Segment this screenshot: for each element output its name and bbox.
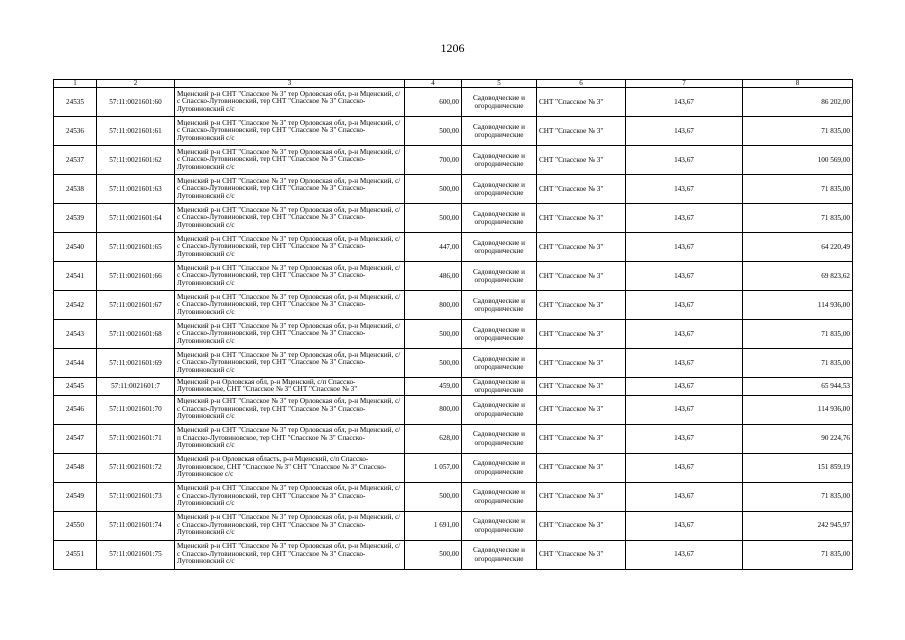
cadastral-number-cell: 57:11:0021601:68 (97, 320, 175, 349)
address-cell: Мценский р-н СНТ "Спасское № 3" тер Орловская обл, р-н Мценский, с/с Спасско-Лутовиновский, тер СНТ "Спасское № 3" Спасско-Лутовиновский с/с (175, 233, 405, 262)
area-cell: 1 057,00 (405, 453, 462, 482)
area-cell: 800,00 (405, 291, 462, 320)
rate-cell: 143,67 (626, 453, 743, 482)
rate-cell: 143,67 (626, 204, 743, 233)
rate-cell: 143,67 (626, 511, 743, 540)
table-row (54, 511, 853, 540)
cadastral-number-cell: 57:11:0021601:70 (97, 395, 175, 424)
address-cell: Мценский р-н Орловская обл, р-н Мценский, с/п Спасско-Лутовиновское, СНТ "Спасское № 3" СНТ "Спасское № 3" (175, 378, 405, 396)
address-cell: Мценский р-н СНТ "Спасское № 3" тер Орловская обл, р-н Мценский, с/с Спасско-Лутовиновский, тер СНТ "Спасское № 3" Спасско-Лутовиновский с/с (175, 88, 405, 117)
snt-name-cell: СНТ "Спасское № 3" (537, 540, 626, 569)
land-registry-table (53, 79, 853, 570)
rate-cell: 143,67 (626, 378, 743, 396)
land-use-cell: Садоводческие и огороднические (462, 378, 537, 396)
snt-name-cell: СНТ "Спасское № 3" (537, 320, 626, 349)
row-number-cell: 24546 (54, 395, 97, 424)
cadastral-number-cell: 57:11:0021601:67 (97, 291, 175, 320)
area-cell: 1 691,00 (405, 511, 462, 540)
area-cell: 500,00 (405, 320, 462, 349)
snt-name-cell: СНТ "Спасское № 3" (537, 88, 626, 117)
column-header-8: 8 (743, 80, 853, 88)
address-cell: Мценский р-н СНТ "Спасское № 3" тер Орловская обл, р-н Мценский, с/с Спасско-Лутовиновский, тер СНТ "Спасское № 3" Спасско-Лутовиновский с/с (175, 320, 405, 349)
rate-cell: 143,67 (626, 117, 743, 146)
address-cell: Мценский р-н СНТ "Спасское № 3" тер Орловская обл, р-н Мценский, с/с Спасско-Лутовиновский, тер СНТ "Спасское № 3" Спасско-Лутовиновский с/с (175, 291, 405, 320)
table-header (54, 80, 853, 88)
row-number-cell: 24544 (54, 349, 97, 378)
rate-cell: 143,67 (626, 175, 743, 204)
cadastral-number-cell: 57:11:0021601:61 (97, 117, 175, 146)
area-cell: 500,00 (405, 204, 462, 233)
table-row (54, 291, 853, 320)
rate-cell: 143,67 (626, 320, 743, 349)
snt-name-cell: СНТ "Спасское № 3" (537, 291, 626, 320)
table-row (54, 88, 853, 117)
cadastral-number-cell: 57:11:0021601:7 (97, 378, 175, 396)
snt-name-cell: СНТ "Спасское № 3" (537, 204, 626, 233)
cadastral-value-cell: 69 823,62 (743, 262, 853, 291)
cadastral-number-cell: 57:11:0021601:74 (97, 511, 175, 540)
row-number-cell: 24549 (54, 482, 97, 511)
row-number-cell: 24541 (54, 262, 97, 291)
cadastral-number-cell: 57:11:0021601:63 (97, 175, 175, 204)
rate-cell: 143,67 (626, 395, 743, 424)
table-row (54, 424, 853, 453)
rate-cell: 143,67 (626, 291, 743, 320)
land-use-cell: Садоводческие и огороднические (462, 146, 537, 175)
snt-name-cell: СНТ "Спасское № 3" (537, 395, 626, 424)
table-row (54, 320, 853, 349)
row-number-cell: 24539 (54, 204, 97, 233)
cadastral-number-cell: 57:11:0021601:73 (97, 482, 175, 511)
snt-name-cell: СНТ "Спасское № 3" (537, 146, 626, 175)
rate-cell: 143,67 (626, 233, 743, 262)
row-number-cell: 24547 (54, 424, 97, 453)
column-header-7: 7 (626, 80, 743, 88)
cadastral-value-cell: 64 220,49 (743, 233, 853, 262)
cadastral-value-cell: 65 944,53 (743, 378, 853, 396)
cadastral-number-cell: 57:11:0021601:64 (97, 204, 175, 233)
area-cell: 500,00 (405, 117, 462, 146)
snt-name-cell: СНТ "Спасское № 3" (537, 453, 626, 482)
snt-name-cell: СНТ "Спасское № 3" (537, 117, 626, 146)
cadastral-value-cell: 90 224,76 (743, 424, 853, 453)
land-use-cell: Садоводческие и огороднические (462, 395, 537, 424)
table-row (54, 395, 853, 424)
snt-name-cell: СНТ "Спасское № 3" (537, 262, 626, 291)
land-use-cell: Садоводческие и огороднические (462, 117, 537, 146)
snt-name-cell: СНТ "Спасское № 3" (537, 424, 626, 453)
cadastral-value-cell: 71 835,00 (743, 204, 853, 233)
area-cell: 628,00 (405, 424, 462, 453)
rate-cell: 143,67 (626, 88, 743, 117)
address-cell: Мценский р-н СНТ "Спасское № 3" тер Орловская обл, р-н Мценский, с/с Спасско-Лутовиновский, тер СНТ "Спасское № 3" Спасско-Лутовиновский с/с (175, 204, 405, 233)
area-cell: 447,00 (405, 233, 462, 262)
rate-cell: 143,67 (626, 146, 743, 175)
area-cell: 500,00 (405, 175, 462, 204)
area-cell: 700,00 (405, 146, 462, 175)
rate-cell: 143,67 (626, 482, 743, 511)
cadastral-number-cell: 57:11:0021601:72 (97, 453, 175, 482)
land-use-cell: Садоводческие и огороднические (462, 320, 537, 349)
cadastral-value-cell: 71 835,00 (743, 349, 853, 378)
address-cell: Мценский р-н СНТ "Спасское № 3" тер Орловская обл, р-н Мценский, с/с Спасско-Лутовиновский, тер СНТ "Спасское № 3" Спасско-Лутовиновский с/с (175, 262, 405, 291)
table-body (54, 88, 853, 570)
area-cell: 500,00 (405, 482, 462, 511)
table-row (54, 540, 853, 569)
land-use-cell: Садоводческие и огороднические (462, 175, 537, 204)
cadastral-number-cell: 57:11:0021601:75 (97, 540, 175, 569)
row-number-cell: 24543 (54, 320, 97, 349)
address-cell: Мценский р-н СНТ "Спасское № 3" тер Орловская обл, р-н Мценский, с/с Спасско-Лутовиновский, тер СНТ "Спасское № 3" Спасско-Лутовиновский с/с (175, 175, 405, 204)
address-cell: Мценский р-н СНТ "Спасское № 3" тер Орловская обл, р-н Мценский, с/с Спасско-Лутовиновский, тер СНТ "Спасское № 3" Спасско-Лутовиновский с/с (175, 511, 405, 540)
area-cell: 800,00 (405, 395, 462, 424)
cadastral-value-cell: 100 569,00 (743, 146, 853, 175)
column-header-3: 3 (175, 80, 405, 88)
table-row (54, 175, 853, 204)
table-row (54, 378, 853, 396)
page-number: 1206 (440, 41, 465, 55)
row-number-cell: 24551 (54, 540, 97, 569)
row-number-cell: 24545 (54, 378, 97, 396)
cadastral-value-cell: 71 835,00 (743, 482, 853, 511)
cadastral-value-cell: 71 835,00 (743, 320, 853, 349)
land-use-cell: Садоводческие и огороднические (462, 424, 537, 453)
area-cell: 500,00 (405, 540, 462, 569)
cadastral-value-cell: 71 835,00 (743, 540, 853, 569)
snt-name-cell: СНТ "Спасское № 3" (537, 349, 626, 378)
table-row (54, 349, 853, 378)
address-cell: Мценский р-н Орловская область, р-н Мценский, с/п Спасско-Лутовиновское, СНТ "Спасское № 3" СНТ "Спасское № 3" Спасско-Лутовиновское с/с (175, 453, 405, 482)
address-cell: Мценский р-н СНТ "Спасское № 3" тер Орловская обл, р-н Мценский, с/с Спасско-Лутовиновский, тер СНТ "Спасское № 3" Спасско-Лутовиновский с/с (175, 395, 405, 424)
address-cell: Мценский р-н СНТ "Спасское № 3" тер Орловская обл, р-н Мценский, с/с Спасско-Лутовиновский, тер СНТ "Спасское № 3" Спасско-Лутовиновский с/с (175, 540, 405, 569)
address-cell: Мценский р-н СНТ "Спасское № 3" тер Орловская обл, р-н Мценский, с/с Спасско-Лутовиновский, тер СНТ "Спасское № 3" Спасско-Лутовиновский с/с (175, 117, 405, 146)
land-use-cell: Садоводческие и огороднические (462, 204, 537, 233)
rate-cell: 143,67 (626, 540, 743, 569)
snt-name-cell: СНТ "Спасское № 3" (537, 233, 626, 262)
land-use-cell: Садоводческие и огороднические (462, 511, 537, 540)
cadastral-number-cell: 57:11:0021601:66 (97, 262, 175, 291)
rate-cell: 143,67 (626, 424, 743, 453)
cadastral-value-cell: 86 202,00 (743, 88, 853, 117)
address-cell: Мценский р-н СНТ "Спасское № 3" тер Орловская обл, р-н Мценский, с/с Спасско-Лутовиновский, тер СНТ "Спасское № 3" Спасско-Лутовиновский с/с (175, 349, 405, 378)
row-number-cell: 24548 (54, 453, 97, 482)
column-header-6: 6 (537, 80, 626, 88)
address-cell: Мценский р-н СНТ "Спасское № 3" тер Орловская обл, р-н Мценский, с/с Спасско-Лутовиновский, тер СНТ "Спасское № 3" Спасско-Лутовиновский с/с (175, 482, 405, 511)
cadastral-number-cell: 57:11:0021601:69 (97, 349, 175, 378)
snt-name-cell: СНТ "Спасское № 3" (537, 175, 626, 204)
row-number-cell: 24537 (54, 146, 97, 175)
area-cell: 486,00 (405, 262, 462, 291)
land-use-cell: Садоводческие и огороднические (462, 453, 537, 482)
land-use-cell: Садоводческие и огороднические (462, 482, 537, 511)
land-use-cell: Садоводческие и огороднические (462, 233, 537, 262)
cadastral-value-cell: 151 859,19 (743, 453, 853, 482)
table-row (54, 453, 853, 482)
table-row (54, 233, 853, 262)
cadastral-number-cell: 57:11:0021601:65 (97, 233, 175, 262)
table-row (54, 146, 853, 175)
cadastral-number-cell: 57:11:0021601:62 (97, 146, 175, 175)
table-row (54, 262, 853, 291)
table-row (54, 117, 853, 146)
rate-cell: 143,67 (626, 262, 743, 291)
row-number-cell: 24535 (54, 88, 97, 117)
land-use-cell: Садоводческие и огороднические (462, 349, 537, 378)
rate-cell: 143,67 (626, 349, 743, 378)
area-cell: 500,00 (405, 349, 462, 378)
area-cell: 459,00 (405, 378, 462, 396)
column-header-2: 2 (97, 80, 175, 88)
column-header-1: 1 (54, 80, 97, 88)
land-use-cell: Садоводческие и огороднические (462, 88, 537, 117)
snt-name-cell: СНТ "Спасское № 3" (537, 378, 626, 396)
land-use-cell: Садоводческие и огороднические (462, 262, 537, 291)
cadastral-value-cell: 114 936,00 (743, 395, 853, 424)
cadastral-value-cell: 114 936,00 (743, 291, 853, 320)
row-number-cell: 24550 (54, 511, 97, 540)
land-use-cell: Садоводческие и огороднические (462, 540, 537, 569)
address-cell: Мценский р-н СНТ "Спасское № 3" тер Орловская обл, р-н Мценский, с/п Спасско-Лутовиновское, тер СНТ "Спасское № 3" Спасско-Лутовиновский с/с (175, 424, 405, 453)
header-row (54, 80, 853, 88)
address-cell: Мценский р-н СНТ "Спасское № 3" тер Орловская обл, р-н Мценский, с/с Спасско-Лутовиновский, тер СНТ "Спасское № 3" Спасско-Лутовиновский с/с (175, 146, 405, 175)
cadastral-number-cell: 57:11:0021601:60 (97, 88, 175, 117)
snt-name-cell: СНТ "Спасское № 3" (537, 511, 626, 540)
column-header-5: 5 (462, 80, 537, 88)
land-use-cell: Садоводческие и огороднические (462, 291, 537, 320)
table-row (54, 482, 853, 511)
snt-name-cell: СНТ "Спасское № 3" (537, 482, 626, 511)
cadastral-number-cell: 57:11:0021601:71 (97, 424, 175, 453)
row-number-cell: 24542 (54, 291, 97, 320)
cadastral-value-cell: 242 945,97 (743, 511, 853, 540)
row-number-cell: 24540 (54, 233, 97, 262)
cadastral-value-cell: 71 835,00 (743, 175, 853, 204)
cadastral-value-cell: 71 835,00 (743, 117, 853, 146)
column-header-4: 4 (405, 80, 462, 88)
table-row (54, 204, 853, 233)
row-number-cell: 24536 (54, 117, 97, 146)
area-cell: 600,00 (405, 88, 462, 117)
row-number-cell: 24538 (54, 175, 97, 204)
